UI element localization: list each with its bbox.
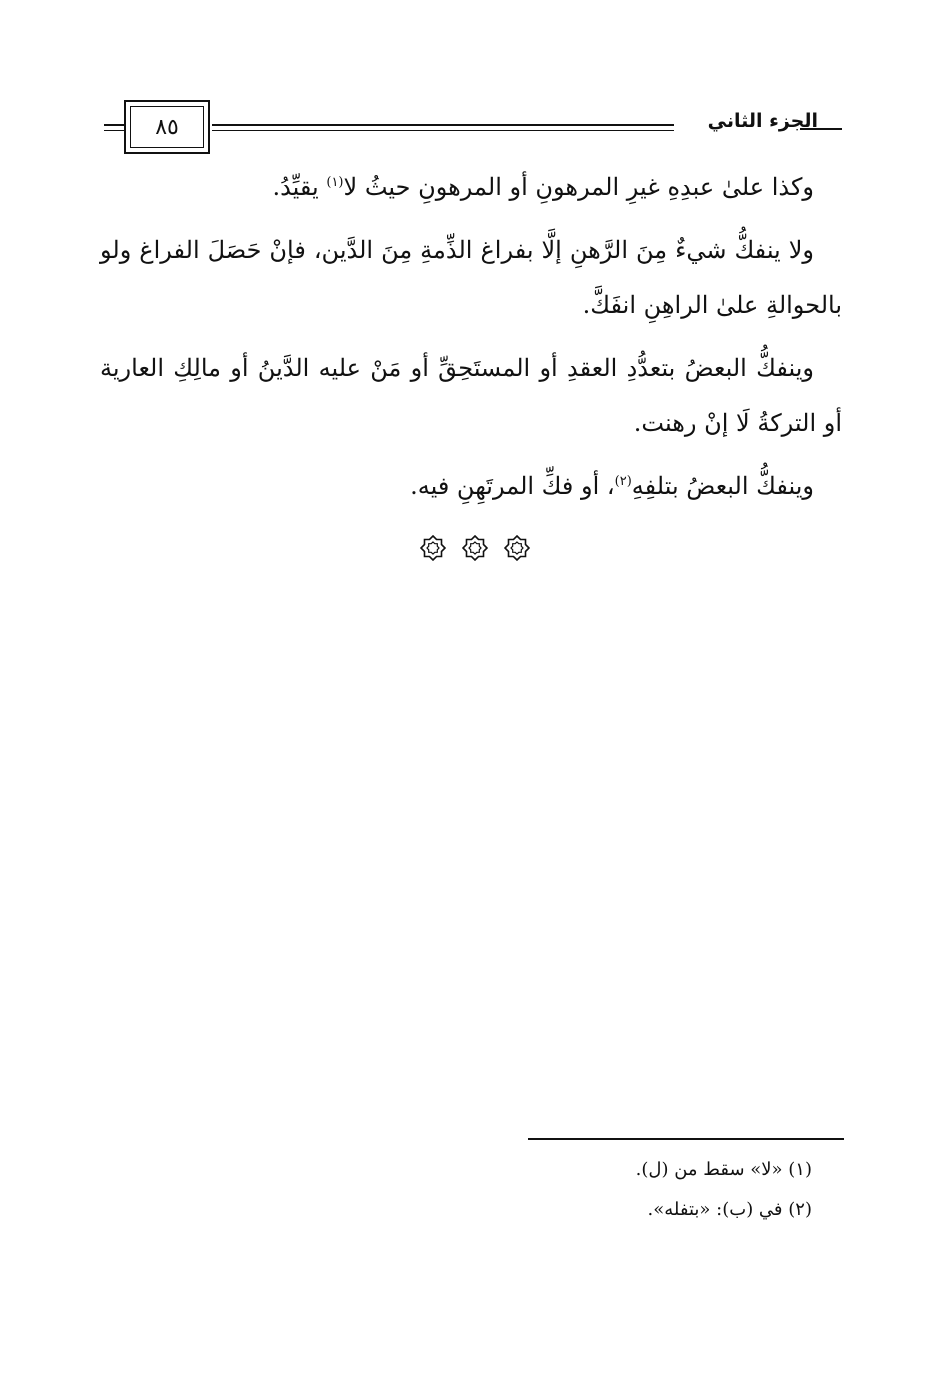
paragraph xyxy=(100,223,842,333)
paragraph xyxy=(100,160,842,215)
main-text xyxy=(100,160,842,522)
header-long-rule-lower xyxy=(212,130,674,131)
paragraph-text: ولا ينفكُّ شيءٌ مِنَ الرَّهنِ إلَّا بفراغ الذِّمةِ مِنَ الدَّين، فإنْ حَصَلَ الفراغ ولو بالحوالةِ علىٰ الراهِنِ انفَكَّ. xyxy=(100,236,842,319)
page-number: ٨٥ xyxy=(155,114,179,140)
part-title: الجزء الثاني xyxy=(707,110,818,132)
paragraph xyxy=(100,341,842,451)
section-end-ornaments xyxy=(420,528,530,568)
paragraph-text: ، أو فكِّ المرتَهِنِ فيه. xyxy=(410,472,615,500)
eight-point-star-icon xyxy=(504,535,530,561)
page-header xyxy=(0,0,936,170)
paragraph-text: يقيِّدُ. xyxy=(272,173,327,201)
eight-point-star-icon xyxy=(462,535,488,561)
header-long-rule xyxy=(212,124,674,126)
paragraph-text: وينفكُّ البعضُ بتعدُّدِ العقدِ أو المستَحِقِّ أو مَنْ عليه الدَّينُ أو مالِكِ العارية أو التركةُ لَا إنْ رهنت. xyxy=(100,354,842,437)
footnote-ref: (١) xyxy=(326,175,344,190)
footnote-separator xyxy=(528,1138,844,1140)
page-number-box xyxy=(124,100,210,154)
paragraph xyxy=(100,459,842,514)
paragraph-text: وينفكُّ البعضُ بتلفِهِ xyxy=(631,472,814,500)
header-left-rule xyxy=(104,124,124,126)
footnote: (١) «لا» سقط من (ل). xyxy=(635,1159,812,1180)
eight-point-star-icon xyxy=(420,535,446,561)
paragraph-text: وكذا علىٰ عبدِهِ غيرِ المرهونِ أو المرهونِ حيثُ لا xyxy=(343,173,814,201)
footnote: (٢) في (ب): «بتفله». xyxy=(647,1199,812,1220)
footnotes xyxy=(312,1150,812,1230)
header-left-rule-lower xyxy=(104,130,124,131)
footnote-ref: (٢) xyxy=(614,474,632,489)
